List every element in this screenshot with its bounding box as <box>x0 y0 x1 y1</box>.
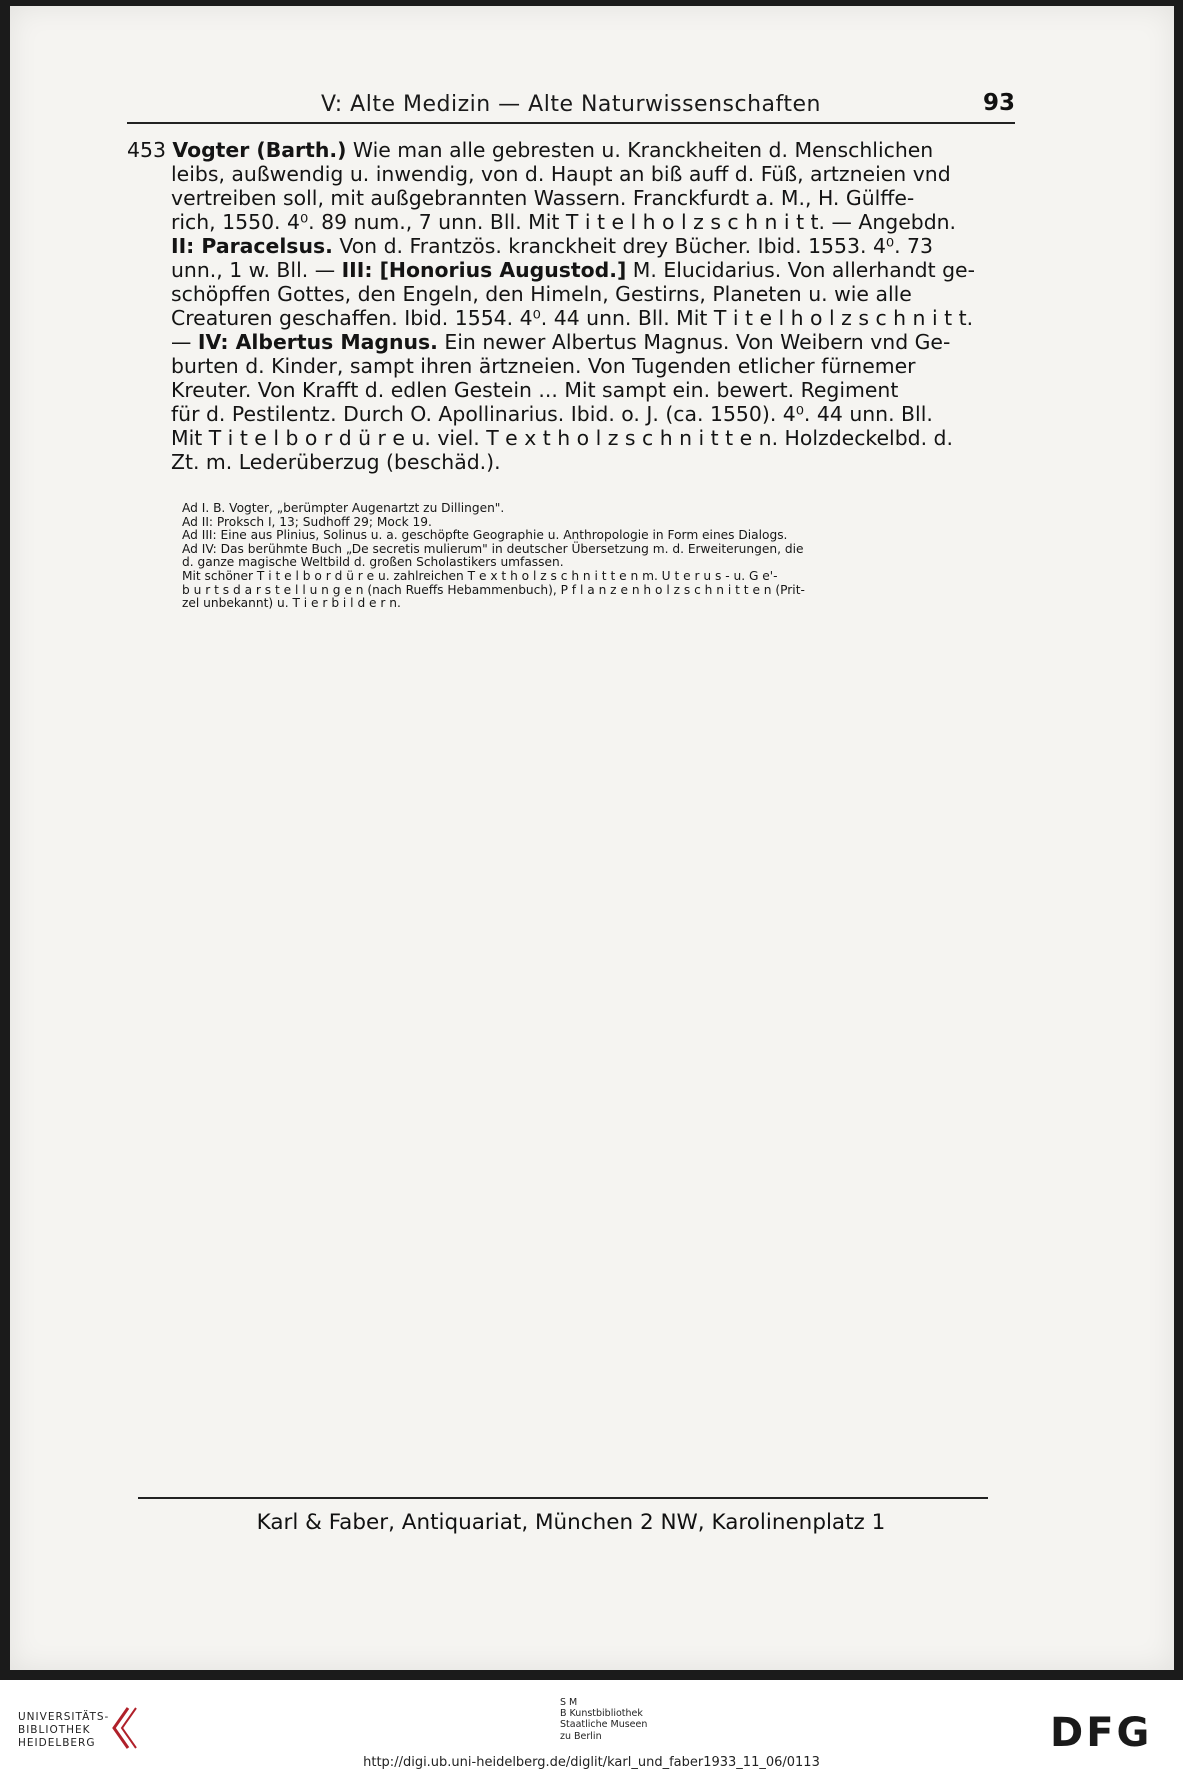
bibliographic-notes <box>182 502 1014 611</box>
entry-text: M. Elucidarius. Von allerhandt ge- <box>626 258 975 282</box>
note-line: Ad IV: Das berühmte Buch „De secretis mulierum" in deutscher Übersetzung m. d. Erweiterungen, die <box>182 541 804 556</box>
dfg-logo: DFG <box>1050 1710 1153 1756</box>
note-line: Ad I. B. Vogter, „berümpter Augenartzt zu Dillingen". <box>182 501 505 515</box>
page-number: 93 <box>982 90 1015 116</box>
entry-text: Von d. Frantzös. kranckheit drey Bücher. Ibid. 1553. 4⁰. 73 <box>332 234 934 258</box>
entry-line <box>127 378 1011 402</box>
note-line: b u r t s d a r s t e l l u n g e n (nach Rueffs Hebammenbuch), P f l a n z e n h o l z s c h n i t t e n (Prit- <box>182 582 805 597</box>
logo-line: zu Berlin <box>560 1730 602 1742</box>
entry-text: leibs, außwendig u. inwendig, von d. Haupt an biß auff d. Füß, artzneien vnd <box>171 162 951 186</box>
entry-text: Creaturen geschaffen. Ibid. 1554. 4⁰. 44 unn. Bll. Mit T i t e l h o l z s c h n i t t. <box>171 306 974 330</box>
entry-text: für d. Pestilentz. Durch O. Apollinarius. Ibid. o. J. (ca. 1550). 4⁰. 44 unn. Bll. <box>171 402 933 426</box>
footer-rule <box>138 1497 988 1499</box>
entry-text: Zt. m. Lederüberzug (beschäd.). <box>171 450 501 474</box>
permalink-url[interactable]: http://digi.ub.uni-heidelberg.de/diglit/karl_und_faber1933_11_06/0113 <box>363 1755 820 1770</box>
logo-line: Staatliche Museen <box>560 1719 648 1731</box>
note-line: zel unbekannt) u. T i e r b i l d e r n. <box>182 596 401 611</box>
university-mark-icon <box>108 1704 144 1752</box>
entry-text: — <box>171 330 198 354</box>
entry-line <box>127 282 1011 306</box>
university-library-logo <box>18 1711 109 1750</box>
logo-line: B Kunstbibliothek <box>560 1708 643 1720</box>
entry-text: schöpffen Gottes, den Engeln, den Himeln, Gestirns, Planeten u. wie alle <box>171 282 912 306</box>
entry-text: Wie man alle gebresten u. Kranckheiten d. Menschlichen <box>346 138 934 162</box>
entry-text: Ein newer Albertus Magnus. Von Weibern vnd Ge- <box>437 330 951 354</box>
entry-text: rich, 1550. 4⁰. 89 num., 7 unn. Bll. Mit T i t e l h o l z s c h n i t t. — Angebdn. <box>171 210 957 234</box>
note-line: Mit schöner T i t e l b o r d ü r e u. zahlreichen T e x t h o l z s c h n i t t e n m. U t e r u s - u. G e'- <box>182 568 778 583</box>
author-name: II: Paracelsus. <box>171 234 333 258</box>
entry-line <box>127 162 1011 186</box>
entry-text: Kreuter. Von Krafft d. edlen Gestein ... Mit sampt ein. bewert. Regiment <box>171 378 899 402</box>
logo-line: UNIVERSITÄTS- <box>18 1711 110 1723</box>
logo-line: BIBLIOTHEK <box>18 1724 91 1736</box>
entry-text: unn., 1 w. Bll. — <box>171 258 342 282</box>
author-name: III: [Honorius Augustod.] <box>341 258 627 282</box>
entry-line <box>127 258 1011 282</box>
entry-text: burten d. Kinder, sampt ihren ärtzneien. Von Tugenden etlicher fürnemer <box>171 354 916 378</box>
entry-text: vertreiben soll, mit außgebrannten Wassern. Franckfurdt a. M., H. Gülffe- <box>171 186 915 210</box>
header-title: V: Alte Medizin — Alte Naturwissenschaften <box>321 92 821 117</box>
entry-text: Mit T i t e l b o r d ü r e u. viel. T e x t h o l z s c h n i t t e n. Holzdeckelbd. d. <box>171 426 953 450</box>
author-name: IV: Albertus Magnus. <box>197 330 438 354</box>
entry-line <box>127 210 1011 234</box>
entry-line <box>127 402 1011 426</box>
entry-line <box>127 234 1011 258</box>
kunstbibliothek-logo <box>560 1697 647 1742</box>
publisher-footer: Karl & Faber, Antiquariat, München 2 NW, Karolinenplatz 1 <box>256 1510 886 1535</box>
entry-line <box>127 426 1011 450</box>
note-line: Ad II: Proksch I, 13; Sudhoff 29; Mock 19. <box>182 514 432 529</box>
entry-line <box>127 306 1011 330</box>
entry-number: 453 <box>127 138 173 162</box>
entry-line <box>127 450 1011 474</box>
logo-line: S M <box>560 1697 578 1708</box>
entry-line <box>127 330 1011 354</box>
author-name: Vogter (Barth.) <box>172 138 347 162</box>
entry-line <box>127 186 1011 210</box>
entry-line <box>127 354 1011 378</box>
running-header <box>127 88 1015 124</box>
entry-line <box>127 138 1011 162</box>
catalogue-entry-453 <box>127 138 1011 474</box>
logo-line: HEIDELBERG <box>18 1737 96 1749</box>
note-line: d. ganze magische Weltbild d. großen Scholastikers umfassen. <box>182 555 564 570</box>
note-line: Ad III: Eine aus Plinius, Solinus u. a. geschöpfte Geographie u. Anthropologie in Form eines Dialogs. <box>182 528 788 543</box>
